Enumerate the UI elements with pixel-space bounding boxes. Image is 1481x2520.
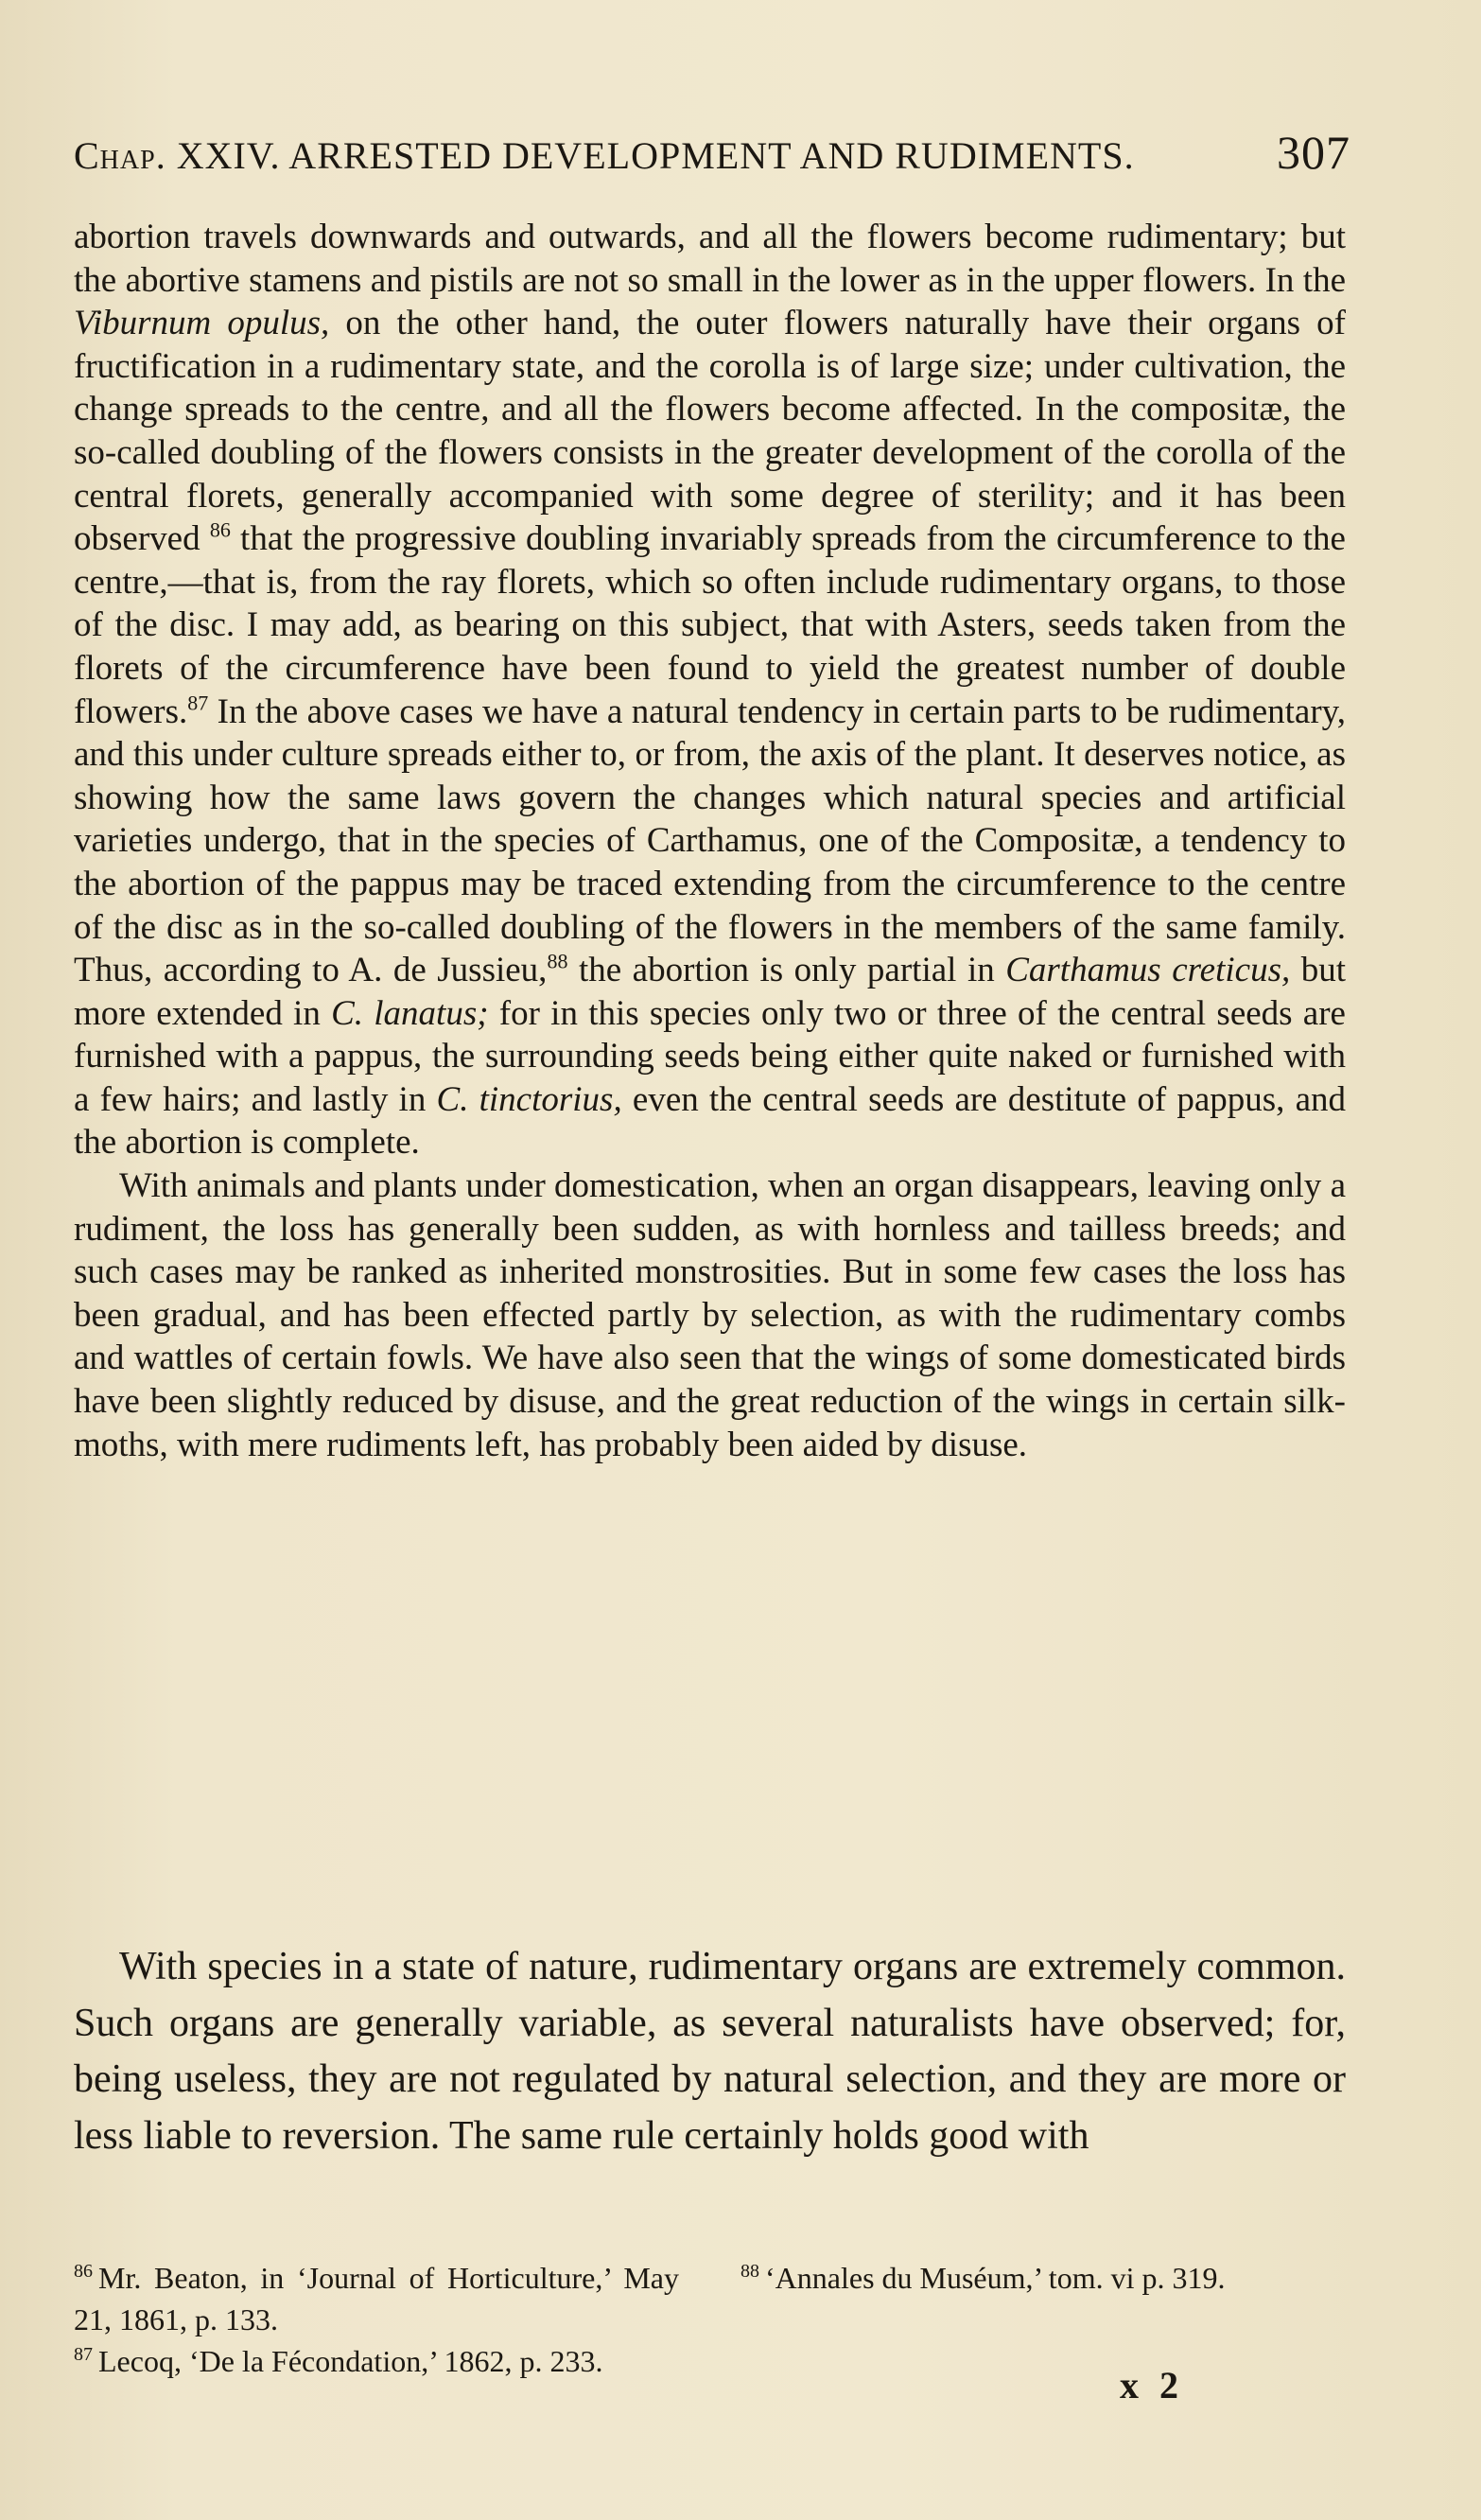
text-run: even the central seeds are destitute of pappus, and the abortion is complete. xyxy=(74,1079,1346,1163)
footnote xyxy=(74,2257,679,2340)
text-run: that the progressive doubling invariably spreads from the circumference to the centre,—that is, from the ray florets, which so often include rudimentary organs, to those of the disc. I may add, as bearing on this subject, that with Asters, seeds taken from the florets of the circumference have been found to yield the greatest number of double flowers. xyxy=(74,519,1346,731)
footnote-mark: 87 xyxy=(74,2344,93,2366)
text-run: abortion travels downwards and outwards, and all the flowers become rudimentary; but the abortive stamens and pistils are not so small in the lower as in the upper flowers. In the xyxy=(74,218,1346,300)
text-run: on the other hand, the outer flowers naturally have their organs of fructification in a rudimentary state, and the corolla is of large size; under cultivation, the change spreads to the centre, and all the flowers become affected. In the compositæ, the so-called doubling of the flowers consists in the greater development of the corolla of the central florets, generally accompanied with some degree of sterility; and it has been observed xyxy=(74,304,1346,559)
footnote-ref: 86 xyxy=(209,517,231,542)
footnote-text: ‘Annales du Muséum,’ tom. vi p. 319. xyxy=(765,2261,1226,2295)
footnote-ref: 87 xyxy=(187,691,209,715)
footnote-text: Mr. Beaton, in ‘Journal of Horticulture,’ May 21, 1861, p. 133. xyxy=(74,2261,679,2336)
large-type-paragraph: With species in a state of nature, rudimentary organs are extremely common. Such organs are generally variable, as several naturalists have observed; for, being useless, they are not regulated by natural selection, and they are more or less liable to reversion. The same rule certainly holds good with xyxy=(74,1945,1346,2158)
running-title: Chap. XXIV. ARRESTED DEVELOPMENT AND RUDIMENTS. xyxy=(74,134,1135,177)
text-run: but more extended in xyxy=(74,951,1347,1033)
main-text xyxy=(74,216,1346,1466)
italic-term: Viburnum opulus, xyxy=(74,304,330,343)
italic-term: C. tinctorius, xyxy=(436,1079,622,1119)
signature-mark: x 2 xyxy=(1120,2364,1184,2406)
paragraph: With animals and plants under domestication, when an organ disappears, leaving only a rudiment, the loss has generally been sudden, as with hornless and tailless breeds; and such cases may be ranked as inherited monstrosities. But in some few cases the loss has been gradual, and has been effected partly by selection, as with the rudimentary combs and wattles of certain fowls. We have also seen that the wings of some domesticated birds have been slightly reduced by disuse, and the great reduction of the wings in certain silk-moths, with mere rudiments left, has probably been aided by disuse. xyxy=(74,1166,1346,1464)
paragraph xyxy=(74,216,1346,1164)
page-number: 307 xyxy=(1277,126,1350,179)
text-run: for in this species only two or three of the central seeds are furnished with a pappus, the surrounding seeds being either quite naked or furnished with a few hairs; and lastly in xyxy=(74,993,1346,1119)
footnote-column-right xyxy=(740,2257,1346,2382)
text-run: In the above cases we have a natural tendency in certain parts to be rudimentary, and this under culture spreads either to, or from, the axis of the plant. It deserves notice, as showing how the same laws govern the changes which natural species and artificial varieties undergo, that in the species of Carthamus, one of the Compositæ, a tendency to the abortion of the pappus may be traced extending from the circumference to the centre of the disc as in the so-called doubling of the flowers in the members of the same family. Thus, according to A. de Jussieu, xyxy=(74,691,1346,990)
italic-term: C. lanatus; xyxy=(331,993,489,1033)
footnote-mark: 88 xyxy=(740,2261,759,2283)
footnote xyxy=(74,2340,679,2382)
footnote-ref: 88 xyxy=(547,949,568,973)
footnote-text: Lecoq, ‘De la Fécondation,’ 1862, p. 233. xyxy=(98,2344,603,2378)
footnote-mark: 86 xyxy=(74,2261,93,2283)
footnote xyxy=(740,2257,1346,2299)
italic-term: Carthamus creticus, xyxy=(1005,951,1291,990)
running-header xyxy=(74,125,1350,180)
text-run: the abortion is only partial in xyxy=(567,951,1006,990)
footnote-column-left xyxy=(74,2257,679,2382)
